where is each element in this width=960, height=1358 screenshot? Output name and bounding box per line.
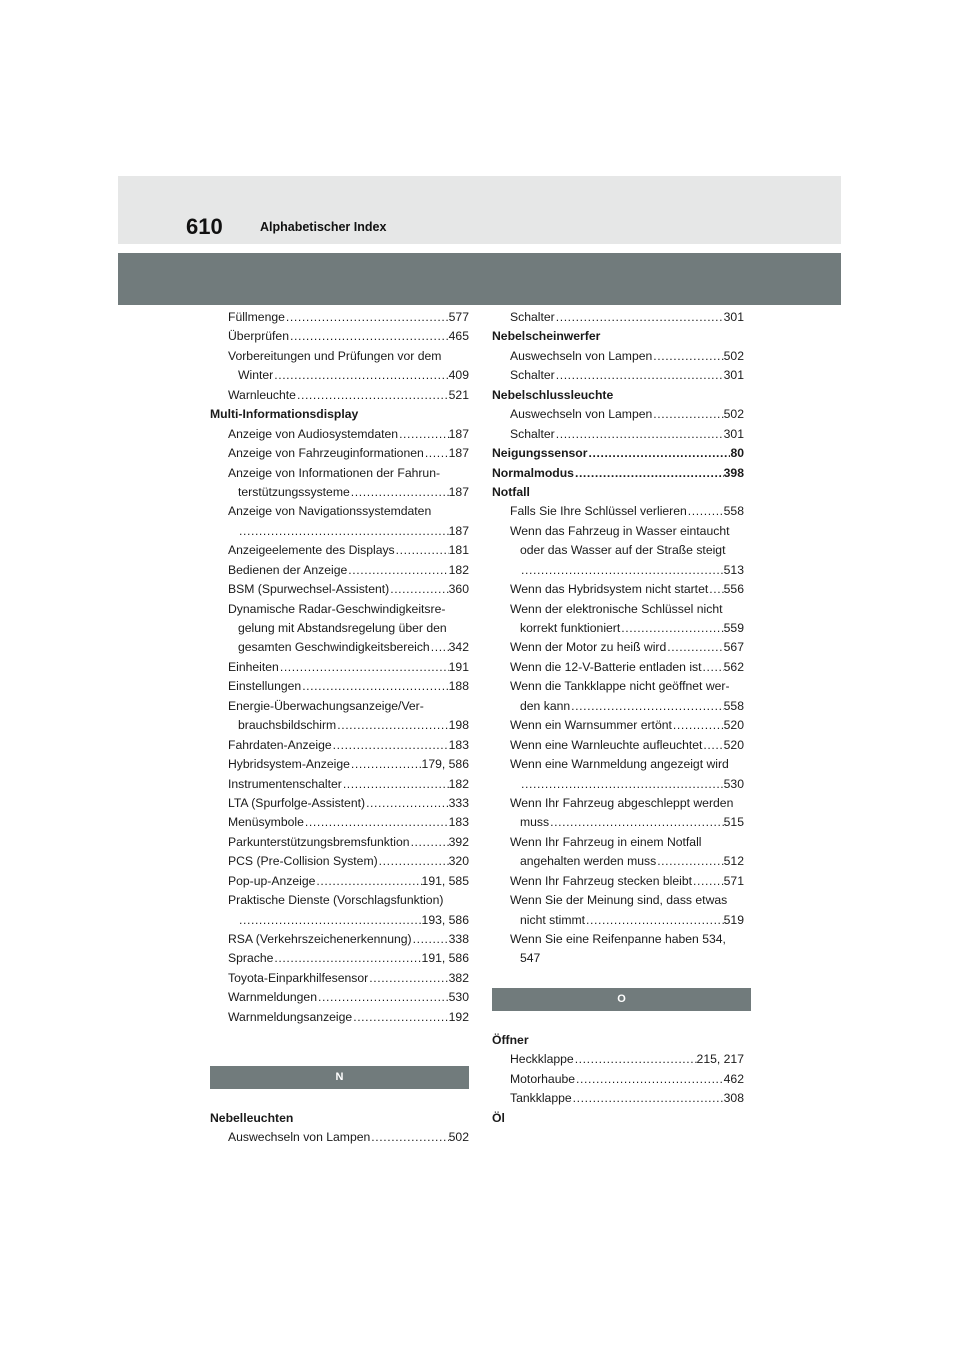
index-entry — [492, 716, 751, 735]
entry-text: korrekt funktioniert — [520, 621, 621, 635]
leader-dots — [315, 872, 421, 891]
page-ref: 567 — [723, 640, 744, 655]
page-ref: 183 — [448, 815, 469, 830]
entry-text: Anzeige von Audiosystemdaten — [228, 426, 399, 441]
index-entry — [210, 561, 469, 580]
index-entry — [492, 755, 751, 774]
entry-text: Wenn ein Warnsummer ertönt — [510, 718, 672, 733]
page-ref: 502 — [448, 1129, 469, 1144]
index-entry — [492, 405, 751, 424]
header-band — [118, 176, 841, 244]
leader-dots — [350, 755, 422, 774]
page-ref: 502 — [723, 348, 744, 363]
page-ref: 187 — [448, 523, 469, 538]
index-entry — [210, 852, 469, 871]
entry-text: Falls Sie Ihre Schlüssel verlieren — [510, 504, 687, 519]
index-entry — [210, 755, 469, 774]
index-heading — [492, 327, 751, 346]
index-entry — [492, 658, 751, 677]
spacer — [210, 1027, 469, 1046]
entry-text: Auswechseln von Lampen — [228, 1129, 371, 1144]
entry-text: Bedienen der Anzeige — [228, 562, 348, 577]
index-entry — [210, 969, 469, 988]
entry-text: Überprüfen — [228, 329, 289, 344]
page-ref: 465 — [448, 329, 469, 344]
index-heading — [492, 464, 751, 483]
page-ref: 193, 586 — [421, 912, 469, 927]
right-entries — [492, 308, 751, 969]
index-entry — [492, 794, 751, 813]
leader-dots — [652, 405, 723, 424]
entry-text: Normalmodus — [492, 465, 574, 480]
section-n-entries — [210, 1109, 469, 1148]
page-ref: 515 — [723, 815, 744, 830]
entry-text: Vorbereitungen und Prüfungen vor dem — [228, 348, 442, 363]
index-entry — [492, 541, 751, 560]
entry-text: Hybridsystem-Anzeige — [228, 757, 350, 772]
entry-text: Schalter — [510, 426, 555, 441]
entry-text: Anzeige von Navigationssystemdaten — [228, 504, 432, 519]
leader-dots — [430, 638, 449, 657]
page-ref: 80 — [730, 446, 744, 461]
index-entry — [492, 580, 751, 599]
leader-dots — [575, 1070, 724, 1089]
entry-text: Energie-Überwachungsanzeige/Ver- — [228, 698, 424, 713]
page-ref: 181 — [448, 543, 469, 558]
index-entry — [492, 561, 751, 580]
leader-dots — [398, 425, 449, 444]
leader-dots — [666, 638, 723, 657]
leader-dots — [285, 308, 449, 327]
page-ref: 301 — [723, 426, 744, 441]
entry-text: Warnmeldungen — [228, 990, 317, 1005]
index-entry — [210, 638, 469, 657]
index-entry — [492, 852, 751, 871]
entry-text: Wenn das Fahrzeug in Wasser eintaucht — [510, 523, 730, 538]
index-entry — [210, 483, 469, 502]
leader-dots — [702, 736, 723, 755]
leader-dots — [549, 813, 724, 832]
index-entry — [210, 988, 469, 1007]
leader-dots — [620, 619, 723, 638]
index-entry — [210, 716, 469, 735]
page-ref: 188 — [448, 679, 469, 694]
section-header-n: N — [210, 1066, 469, 1089]
index-entry — [210, 930, 469, 949]
index-column-left — [210, 308, 469, 1147]
leader-dots — [370, 1128, 448, 1147]
page-ref: 360 — [448, 582, 469, 597]
entry-text: Pop-up-Anzeige — [228, 873, 316, 888]
page-ref: 342 — [448, 640, 469, 655]
leader-dots — [368, 969, 448, 988]
page-ref: 198 — [448, 718, 469, 733]
entry-text: Instrumentenschalter — [228, 776, 342, 791]
leader-dots — [336, 716, 448, 735]
leader-dots — [572, 1089, 724, 1108]
index-heading — [210, 405, 469, 424]
entry-text: Auswechseln von Lampen — [510, 407, 653, 422]
entry-text: Fahrdaten-Anzeige — [228, 737, 332, 752]
leader-dots — [570, 697, 724, 716]
page-ref: 520 — [723, 737, 744, 752]
index-entry — [492, 425, 751, 444]
index-entry — [492, 1050, 751, 1069]
index-entry — [492, 600, 751, 619]
leader-dots — [692, 872, 724, 891]
entry-text: den kann — [520, 698, 571, 713]
page-ref: 179, 586 — [421, 757, 469, 772]
index-entry — [210, 677, 469, 696]
leader-dots — [588, 444, 731, 463]
left-entries — [210, 308, 469, 1027]
index-entry — [210, 386, 469, 405]
index-entry — [492, 891, 751, 910]
entry-text: Auswechseln von Lampen — [510, 348, 653, 363]
index-entry — [492, 930, 751, 949]
index-entry — [492, 347, 751, 366]
page-ref: 519 — [723, 912, 744, 927]
leader-dots — [410, 833, 449, 852]
entry-text: Wenn eine Warnleuchte aufleuchtet — [510, 737, 703, 752]
index-entry — [492, 308, 751, 327]
page-ref: 513 — [723, 562, 744, 577]
leader-dots — [301, 677, 448, 696]
index-entry — [210, 541, 469, 560]
spacer — [210, 1047, 469, 1066]
chapter-title: Alphabetischer Index — [260, 220, 387, 234]
page-ref: 556 — [723, 582, 744, 597]
leader-dots — [332, 736, 449, 755]
index-entry — [210, 308, 469, 327]
index-entry — [492, 911, 751, 930]
leader-dots — [296, 386, 449, 405]
entry-text: Wenn der elektronische Schlüssel nicht — [510, 601, 723, 616]
index-entry — [210, 347, 469, 366]
index-entry — [492, 736, 751, 755]
leader-dots — [389, 580, 448, 599]
page-ref: 392 — [448, 834, 469, 849]
page-ref: 530 — [448, 990, 469, 1005]
page-ref: 559 — [723, 621, 744, 635]
entry-text: nicht stimmt — [520, 912, 586, 927]
entry-text: Öffner — [492, 1032, 529, 1047]
leader-dots — [304, 813, 449, 832]
index-entry — [492, 1089, 751, 1108]
leader-dots — [289, 327, 449, 346]
leader-dots — [350, 483, 449, 502]
entry-text: Wenn die Tankklappe nicht geöffnet wer- — [510, 679, 730, 694]
entry-text: Anzeige von Informationen der Fahrun- — [228, 465, 441, 480]
entry-text: Toyota-Einparkhilfesensor — [228, 970, 369, 985]
index-entry — [210, 1128, 469, 1147]
index-entry — [492, 522, 751, 541]
page-ref: 191, 586 — [421, 951, 469, 966]
page-ref: 187 — [448, 484, 469, 499]
index-entry — [210, 813, 469, 832]
page-ref: 512 — [723, 854, 744, 869]
index-heading — [492, 386, 751, 405]
index-entry — [492, 833, 751, 852]
index-entry — [210, 580, 469, 599]
page-ref: 187 — [448, 446, 469, 461]
leader-dots — [317, 988, 449, 1007]
index-entry — [210, 327, 469, 346]
index-column-right — [492, 308, 751, 1128]
index-heading — [492, 483, 751, 502]
entry-text: Wenn Ihr Fahrzeug stecken bleibt — [510, 873, 693, 888]
entry-text: Wenn Ihr Fahrzeug in einem Notfall — [510, 834, 702, 849]
entry-text: gelung mit Abstandsregelung über den — [238, 621, 447, 635]
leader-dots — [520, 561, 724, 580]
entry-text: Motorhaube — [510, 1071, 576, 1086]
spacer — [492, 969, 751, 988]
index-entry — [492, 872, 751, 891]
section-o-entries — [492, 1031, 751, 1128]
index-entry — [492, 366, 751, 385]
page-ref: 338 — [448, 932, 469, 946]
index-entry — [492, 502, 751, 521]
leader-dots — [378, 852, 449, 871]
leader-dots — [347, 561, 448, 580]
page-ref: 502 — [723, 407, 744, 422]
entry-text: Menüsymbole — [228, 815, 304, 830]
entry-text: Wenn der Motor zu heiß wird — [510, 640, 667, 655]
entry-text: RSA (Verkehrszeichenerkennung) — [228, 932, 412, 946]
entry-text: Warnleuchte — [228, 387, 296, 402]
entry-text: Sprache — [228, 951, 274, 966]
entry-text: Dynamische Radar-Geschwindigkeitsre- — [228, 601, 446, 616]
entry-text: Nebelschlussleuchte — [492, 387, 614, 402]
entry-text: brauchsbildschirm — [238, 718, 337, 733]
page-ref: 320 — [448, 854, 469, 869]
leader-dots — [424, 444, 449, 463]
entry-text: angehalten werden muss — [520, 854, 657, 869]
entry-text: Tankklappe — [510, 1091, 572, 1106]
leader-dots — [520, 775, 724, 794]
page-ref: 530 — [723, 776, 744, 791]
leader-dots — [574, 1050, 697, 1069]
index-entry — [492, 1070, 751, 1089]
index-entry — [210, 891, 469, 910]
leader-dots — [342, 775, 449, 794]
entry-text: PCS (Pre-Collision System) — [228, 854, 378, 869]
entry-text: Parkunterstützungsbremsfunktion — [228, 834, 410, 849]
entry-text: Einstellungen — [228, 679, 302, 694]
leader-dots — [702, 658, 724, 677]
entry-text: Einheiten — [228, 659, 279, 674]
index-heading — [492, 1109, 751, 1128]
leader-dots — [585, 911, 724, 930]
entry-text: Warnmeldungsanzeige — [228, 1009, 353, 1024]
index-entry — [210, 775, 469, 794]
leader-dots — [279, 658, 449, 677]
entry-text: Wenn das Hybridsystem nicht startet — [510, 582, 709, 597]
leader-dots — [555, 308, 724, 327]
leader-dots — [555, 366, 724, 385]
index-entry — [492, 697, 751, 716]
index-entry — [210, 619, 469, 638]
page-ref: 182 — [448, 562, 469, 577]
page-ref: 577 — [448, 310, 469, 324]
page-ref: 187 — [448, 426, 469, 441]
index-entry — [210, 658, 469, 677]
leader-dots — [238, 522, 449, 541]
entry-text: Nebelscheinwerfer — [492, 329, 601, 344]
index-entry — [210, 502, 469, 521]
spacer — [492, 1011, 751, 1030]
entry-text: Schalter — [510, 310, 555, 324]
index-entry — [492, 619, 751, 638]
entry-text: LTA (Spurfolge-Assistent) — [228, 795, 366, 810]
entry-text: Notfall — [492, 484, 530, 499]
index-entry — [492, 813, 751, 832]
index-entry — [210, 600, 469, 619]
index-entry — [210, 464, 469, 483]
page-number: 610 — [186, 214, 223, 239]
entry-text: Wenn Sie eine Reifenpanne haben 534, — [510, 932, 726, 946]
entry-text: Wenn eine Warnmeldung angezeigt wird — [510, 757, 729, 772]
leader-dots — [708, 580, 723, 599]
page-ref: 183 — [448, 737, 469, 752]
index-entry — [210, 794, 469, 813]
index-entry — [210, 522, 469, 541]
index-entry — [492, 638, 751, 657]
page-ref: 191, 585 — [421, 873, 469, 888]
index-heading — [492, 1031, 751, 1050]
entry-text: Wenn die 12-V-Batterie entladen ist — [510, 659, 702, 674]
leader-dots — [238, 911, 422, 930]
index-entry — [210, 697, 469, 716]
page-ref: 462 — [723, 1071, 744, 1086]
entry-text: Wenn Sie der Meinung sind, dass etwas — [510, 893, 728, 908]
leader-dots — [555, 425, 724, 444]
page-ref: 192 — [448, 1009, 469, 1024]
page-ref: 333 — [448, 795, 469, 810]
leader-dots — [395, 541, 449, 560]
index-entry — [210, 872, 469, 891]
index-entry — [210, 444, 469, 463]
entry-text: BSM (Spurwechsel-Assistent) — [228, 582, 390, 597]
page-ref: 308 — [723, 1091, 744, 1106]
index-entry — [492, 677, 751, 696]
page-ref: 558 — [723, 698, 744, 713]
page-ref: 398 — [723, 465, 744, 480]
index-entry — [492, 949, 751, 968]
entry-text: Multi-Informationsdisplay — [210, 407, 359, 422]
page-ref: 409 — [448, 368, 469, 383]
index-entry — [210, 833, 469, 852]
entry-text: Neigungssensor — [492, 446, 588, 461]
page-ref: 558 — [723, 504, 744, 519]
page-ref: 215, 217 — [696, 1052, 744, 1067]
index-entry — [210, 949, 469, 968]
page-ref: 182 — [448, 776, 469, 791]
leader-dots — [273, 949, 421, 968]
entry-text: Schalter — [510, 368, 555, 383]
index-entry — [492, 775, 751, 794]
leader-dots — [687, 502, 724, 521]
page-ref: 301 — [723, 368, 744, 383]
leader-dots — [273, 366, 448, 385]
index-heading — [492, 444, 751, 463]
entry-text: Winter — [238, 368, 274, 383]
entry-text: muss — [520, 815, 550, 830]
entry-text: oder das Wasser auf der Straße steigt — [520, 543, 726, 558]
leader-dots — [652, 347, 723, 366]
index-entry — [210, 1008, 469, 1027]
section-header-o: O — [492, 988, 751, 1011]
header-divider-bar — [118, 253, 841, 305]
page-ref: 562 — [723, 659, 744, 674]
leader-dots — [574, 464, 724, 483]
entry-text: 547 — [520, 951, 541, 966]
leader-dots — [352, 1008, 448, 1027]
index-entry — [210, 425, 469, 444]
page-ref: 191 — [448, 659, 469, 674]
leader-dots — [672, 716, 724, 735]
entry-text: gesamten Geschwindigkeitsbereich — [238, 640, 430, 655]
entry-text: Nebelleuchten — [210, 1110, 294, 1125]
entry-text: Heckklappe — [510, 1052, 574, 1067]
entry-text: Anzeige von Fahrzeuginformationen — [228, 446, 424, 461]
entry-text: Anzeigeelemente des Displays — [228, 543, 395, 558]
index-entry — [210, 366, 469, 385]
leader-dots — [412, 930, 449, 949]
page-ref: 520 — [723, 718, 744, 733]
page-ref: 521 — [448, 387, 469, 402]
index-entry — [210, 911, 469, 930]
page-ref: 382 — [448, 970, 469, 985]
entry-text: Öl — [492, 1110, 505, 1125]
spacer — [210, 1089, 469, 1108]
entry-text: terstützungssysteme — [238, 484, 350, 499]
entry-text: Füllmenge — [228, 310, 285, 324]
page-ref: 301 — [723, 310, 744, 324]
index-heading — [210, 1109, 469, 1128]
entry-text: Wenn Ihr Fahrzeug abgeschleppt werden — [510, 795, 734, 810]
entry-text: Praktische Dienste (Vorschlagsfunktion) — [228, 893, 444, 908]
page-ref: 571 — [723, 873, 744, 888]
leader-dots — [365, 794, 449, 813]
index-entry — [210, 736, 469, 755]
leader-dots — [656, 852, 723, 871]
